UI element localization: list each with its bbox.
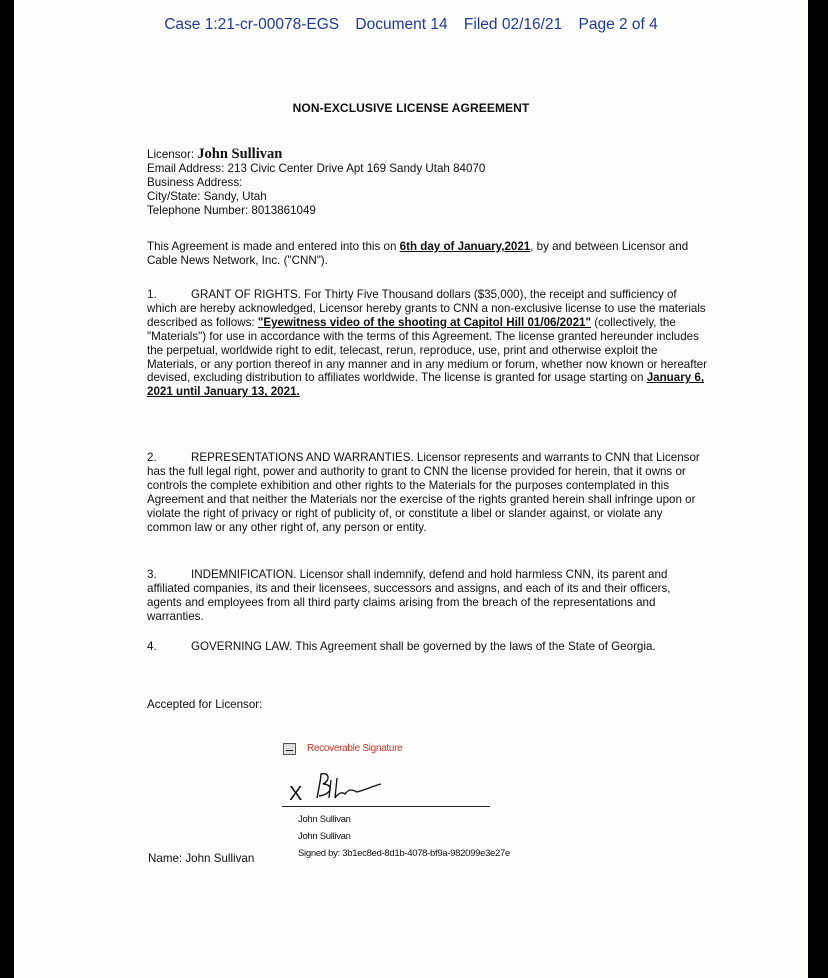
- licensor-name: John Sullivan: [197, 146, 283, 162]
- licensor-info: [147, 148, 707, 218]
- section-number: 2.: [147, 451, 157, 464]
- recoverable-signature-label: Recoverable Signature: [307, 743, 403, 754]
- signature-id: Signed by: 3b1ec8ed-8d1b-4078-bf9a-982099e3e27e: [298, 848, 510, 859]
- agreement-intro: This Agreement is made and entered into this on 6th day of January,2021, by and between Licensor and Cable News Network, Inc. ("CNN").: [147, 240, 689, 267]
- agreement-date: 6th day of January,2021: [399, 240, 531, 253]
- signer-name-secondary: John Sullivan: [298, 831, 351, 842]
- telephone-number: Telephone Number: 8013861049: [147, 203, 316, 217]
- accepted-for-licensor: Accepted for Licensor:: [147, 698, 263, 711]
- name-line: Name: John Sullivan: [148, 852, 255, 865]
- section-governing-law: 4. GOVERNING LAW. This Agreement shall be governed by the laws of the State of Georgia.: [147, 640, 656, 653]
- email-address: Email Address: 213 Civic Center Drive Apt 169 Sandy Utah 84070: [147, 161, 486, 175]
- materials-description: "Eyewitness video of the shooting at Capitol Hill 01/06/2021": [257, 315, 591, 329]
- agreement-title: NON-EXCLUSIVE LICENSE AGREEMENT: [292, 101, 530, 115]
- section-grant-of-rights: 1. GRANT OF RIGHTS. For Thirty Five Thousand dollars ($35,000), the receipt and sufficiency of which are hereby acknowledged, Licensor hereby grants to CNN a non-exclusive license to use the materials described as follows: "Eyewitness video of the shooting at Capitol Hill 01/06/2021" (collectively, the "Materials") for use in accordance with the terms of this Agreement. The license granted hereunder includes the perpetual, worldwide right to edit, telecast, rerun, reproduce, use, print and otherwise exploit the Materials, or any portion thereof in any manner and in any medium or forum, whether now known or hereafter devised, excluding distribution to affiliates worldwide. The license is granted for usage starting on January 6, 2021 until January 13, 2021.: [147, 288, 708, 399]
- signature-x-mark: X: [289, 783, 303, 805]
- licensor-line: Licensor: John Sullivan: [147, 146, 283, 162]
- city-state: City/State: Sandy, Utah: [147, 189, 267, 203]
- signature-document-icon: [283, 743, 296, 755]
- section-number: 1.: [147, 288, 157, 301]
- case-number: Case 1:21-cr-00078-EGS: [164, 16, 340, 33]
- filed-date: Filed 02/16/21: [463, 16, 563, 33]
- section-number: 4.: [147, 640, 157, 653]
- section-number: 3.: [147, 568, 157, 581]
- signer-name: John Sullivan: [298, 814, 351, 825]
- section-indemnification: 3. INDEMNIFICATION. Licensor shall indemnify, defend and hold harmless CNN, its parent and affiliated companies, its and their licensees, successors and assigns, and each of its and their officers, agents and employees from all third party claims arising from the breach of the representations and warranties.: [147, 568, 671, 623]
- document-number: Document 14: [355, 16, 448, 33]
- business-address: Business Address:: [147, 175, 243, 189]
- handwritten-signature: [309, 768, 409, 804]
- signature-block: [279, 740, 539, 870]
- section-representations: 2. REPRESENTATIONS AND WARRANTIES. Licensor represents and warrants to CNN that Licensor has the full legal right, power and authority to grant to CNN the license provided for herein, that it owns or controls the complete exhibition and other rights to the Materials for the purposes contemplated in this Agreement and that neither the Materials nor the exercise of the rights granted herein shall infringe upon or violate the right of privacy or right of publicity of, or constitute a libel or slander against, or violate any common law or any other right of, any person or entity.: [147, 451, 700, 534]
- page-number: Page 2 of 4: [578, 16, 658, 33]
- license-period: January 6, 2021 until January 13, 2021.: [147, 371, 705, 399]
- document-page: [14, 0, 808, 978]
- court-filing-header: [14, 16, 808, 34]
- signature-line: [282, 806, 490, 807]
